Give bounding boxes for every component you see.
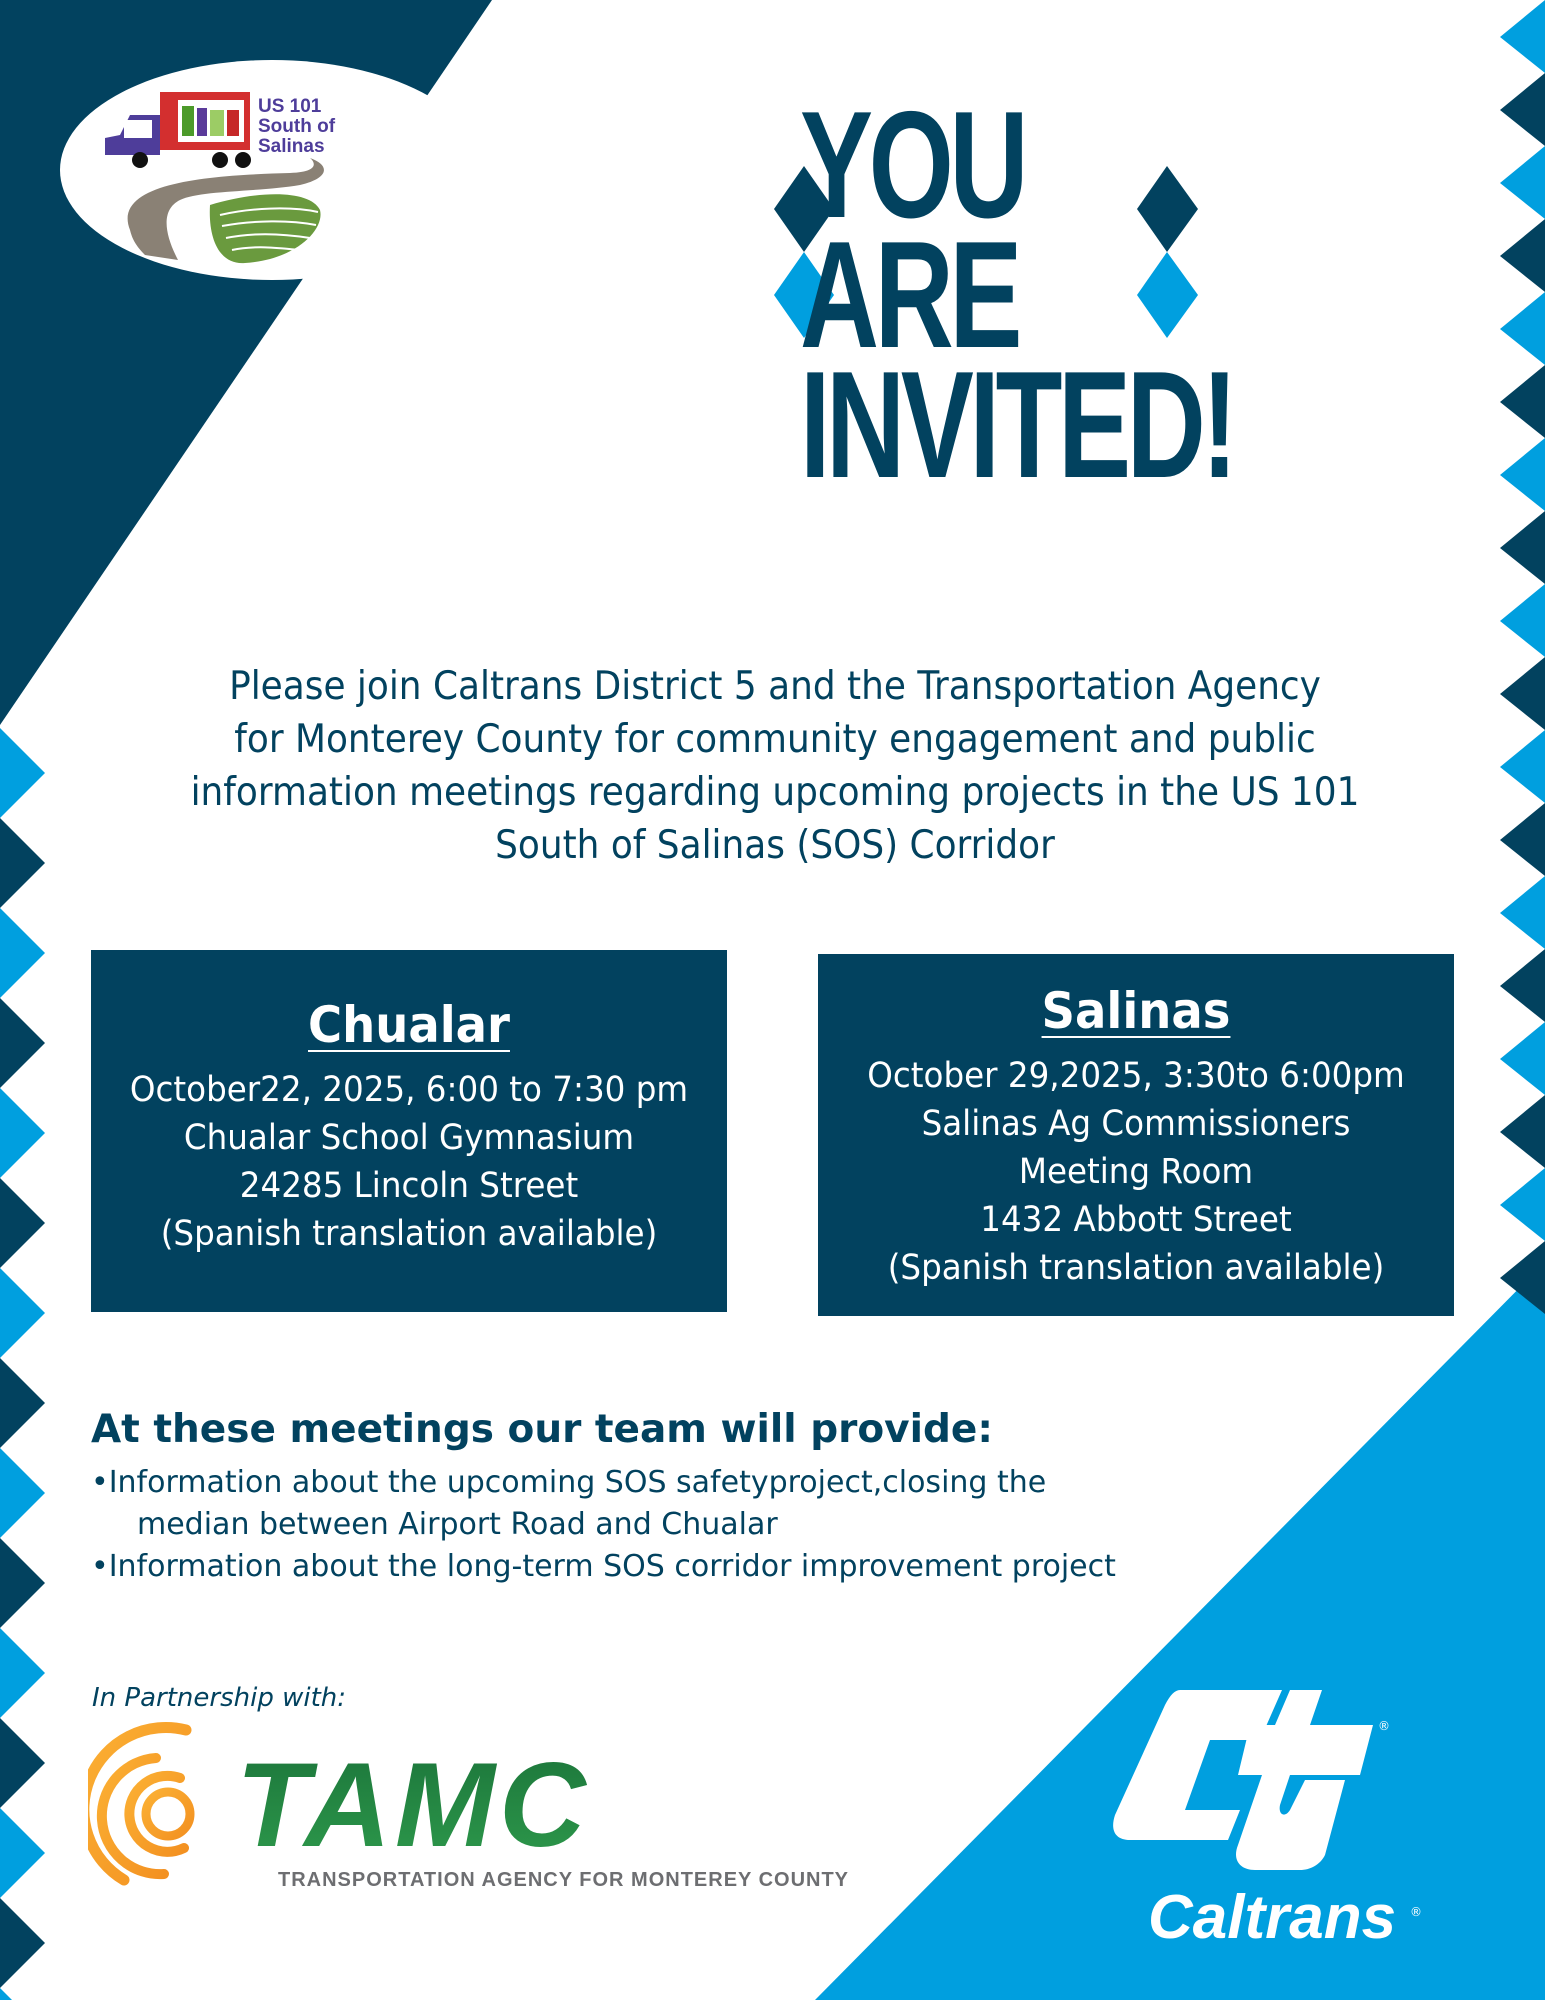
tamc-signal-icon bbox=[88, 1727, 190, 1880]
event-address: 24285 Lincoln Street bbox=[239, 1166, 579, 1206]
partnership-label: In Partnership with: bbox=[92, 1683, 347, 1713]
headline-line-3: INVITED! bbox=[800, 340, 1234, 510]
caltrans-ct-monogram-icon bbox=[1113, 1690, 1373, 1870]
headline-line-1: YOU bbox=[800, 80, 1025, 250]
right-zigzag-strip bbox=[1500, 0, 1545, 1314]
intro-paragraph bbox=[163, 660, 1387, 872]
intro-line-1: Please join Caltrans District 5 and the Transportation Agency bbox=[229, 664, 1321, 709]
event-venue-line-2: Meeting Room bbox=[1018, 1152, 1254, 1192]
agenda-item: •Information about the long-term SOS corridor improvement project bbox=[91, 1549, 1116, 1584]
svg-text:®: ® bbox=[1410, 1905, 1422, 1919]
event-note: (Spanish translation available) bbox=[160, 1214, 658, 1254]
svg-text:TRANSPORTATION AGENCY FOR MONT: TRANSPORTATION AGENCY FOR MONTEREY COUNTY bbox=[278, 1869, 848, 1891]
event-venue: Chualar School Gymnasium bbox=[183, 1118, 635, 1158]
intro-line-4: South of Salinas (SOS) Corridor bbox=[495, 823, 1055, 868]
agenda-item: •Information about the upcoming SOS safetyproject,closing the median between Airport Road and Chualar bbox=[91, 1465, 1047, 1542]
event-venue-line-1: Salinas Ag Commissioners bbox=[921, 1104, 1351, 1144]
intro-line-2: for Monterey County for community engagement and public bbox=[234, 717, 1316, 762]
headline-line-2: ARE bbox=[800, 210, 1019, 380]
event-card-chualar bbox=[91, 950, 727, 1312]
svg-text:®: ® bbox=[1378, 1719, 1390, 1733]
svg-text:Salinas: Salinas bbox=[258, 136, 325, 157]
tamc-logo bbox=[88, 1718, 848, 1898]
agenda-section bbox=[91, 1407, 1291, 1588]
page-title bbox=[800, 80, 1234, 510]
svg-text:Caltrans: Caltrans bbox=[1148, 1883, 1397, 1952]
svg-text:South of: South of bbox=[258, 116, 336, 137]
event-title: Chualar bbox=[308, 996, 510, 1054]
event-date-time: October 29,2025, 3:30to 6:00pm bbox=[867, 1056, 1405, 1096]
event-title: Salinas bbox=[1041, 982, 1231, 1040]
left-zigzag-strip bbox=[0, 728, 45, 2000]
intro-line-3: information meetings regarding upcoming projects in the US 101 bbox=[190, 770, 1360, 815]
svg-text:US 101: US 101 bbox=[258, 96, 322, 117]
event-date-time: October22, 2025, 6:00 to 7:30 pm bbox=[129, 1070, 689, 1110]
event-card-salinas bbox=[818, 954, 1454, 1316]
event-note: (Spanish translation available) bbox=[887, 1248, 1385, 1288]
event-address: 1432 Abbott Street bbox=[980, 1200, 1292, 1240]
us101-sos-logo bbox=[60, 60, 485, 280]
svg-text:TAMC: TAMC bbox=[236, 1738, 590, 1872]
caltrans-logo bbox=[1110, 1680, 1450, 1980]
agenda-heading: At these meetings our team will provide: bbox=[91, 1407, 993, 1452]
agenda-list bbox=[91, 1462, 1291, 1588]
